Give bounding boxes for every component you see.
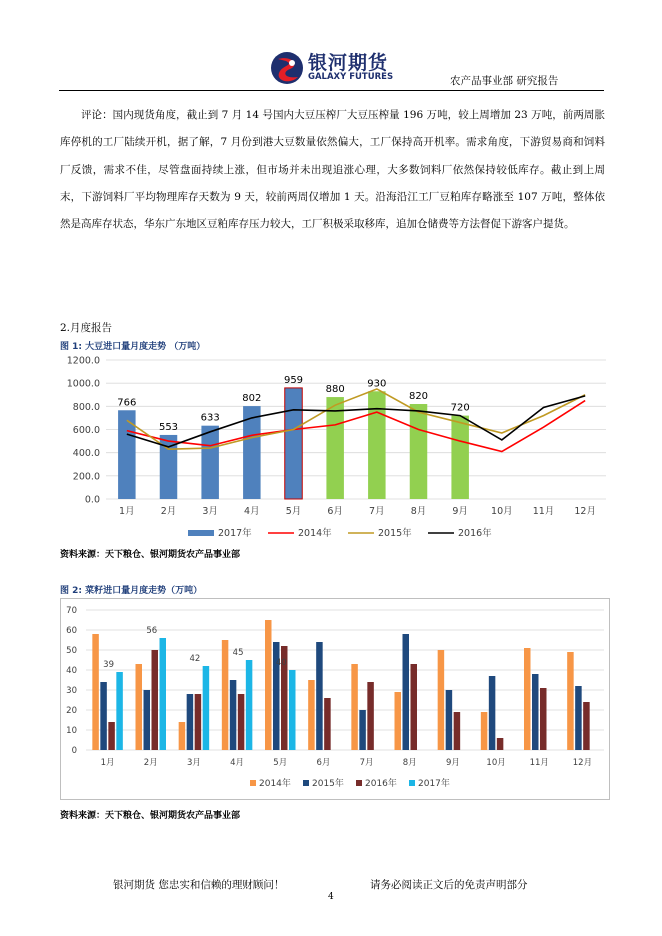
data-label: 45 (232, 648, 244, 658)
bar-2015年 (359, 710, 366, 750)
bar-2014年 (92, 634, 99, 750)
bar-2014年 (351, 664, 358, 750)
bar-2017年 (116, 672, 123, 750)
x-tick-label: 4月 (244, 506, 260, 517)
section-title: 2.月度报告 (60, 322, 113, 334)
x-tick-label: 2月 (160, 506, 177, 517)
bar-2016年 (540, 688, 547, 750)
y-tick-label: 200.0 (72, 471, 100, 483)
bar-2014年 (179, 722, 186, 750)
bar-2016年 (108, 722, 115, 750)
figure1-source: 资料来源：天下粮仓、银河期货农产品事业部 (60, 550, 241, 560)
x-tick-label: 5月 (285, 506, 302, 517)
legend-label: 2015年 (378, 528, 412, 539)
figure2-source: 资料来源：天下粮仓、银河期货农产品事业部 (60, 811, 241, 821)
legend-swatch (409, 780, 415, 786)
data-label: 959 (283, 374, 304, 386)
x-tick-label: 6月 (316, 758, 331, 768)
bar-2015年 (144, 690, 151, 750)
data-label: 56 (146, 626, 158, 636)
y-tick-label: 70 (66, 606, 77, 616)
department-label: 农产品事业部 研究报告 (450, 75, 559, 87)
bar-2015年 (187, 694, 194, 750)
page-number: 4 (328, 892, 334, 902)
bar-2017年 (246, 660, 253, 750)
x-tick-label: 6月 (327, 506, 343, 517)
y-tick-label: 20 (66, 706, 77, 716)
bar-2017 (285, 388, 303, 499)
bar-2017年 (160, 638, 167, 750)
brand-name-cn: 银河期货 (308, 52, 389, 74)
x-tick-label: 3月 (186, 758, 201, 768)
x-tick-label: 10月 (486, 758, 506, 768)
legend-label: 2014年 (259, 779, 291, 789)
legend-swatch (303, 780, 309, 786)
data-label: 766 (117, 397, 137, 409)
bar-2017 (201, 426, 219, 499)
bar-2015年 (532, 674, 539, 750)
bar-2016年 (411, 664, 418, 750)
bar-2016年 (367, 682, 374, 750)
bar-2015年 (446, 690, 453, 750)
x-tick-label: 11月 (532, 506, 555, 517)
commentary-paragraph: 评论：国内现货角度，截止到 7 月 14 号国内大豆压榨厂大豆压榨量 196 万吨，较上周增加 23 万吨，前两周胀库停机的工厂陆续开机，据了解，7 月份到港大豆数量依然偏大，工厂保持高开机率。需求角度，下游贸易商和饲料厂反馈，需求不佳，尽管盘面持续上涨，但市场并未出现追涨心理，大多数饲料厂依然保持较低库存。截止到上周末，下游饲料厂平均物理库存天数为 9 天，较前两周仅增加 1 天。沿海沿江工厂豆粕库存略涨至 107 万吨，整体依然是高库存状态，华东广东地区豆粕库存压力较大，工厂积极采取移库，追加仓储费等方法督促下游客户提货。 (60, 109, 605, 231)
x-tick-label: 3月 (202, 506, 218, 517)
header-divider (59, 90, 604, 91)
bar-2014年 (438, 650, 445, 750)
bar-2016年 (583, 702, 590, 750)
bar-2014年 (481, 712, 488, 750)
y-tick-label: 40 (66, 666, 77, 676)
bar-2017年 (289, 670, 296, 750)
x-tick-label: 8月 (410, 506, 427, 517)
bar-2014年 (136, 664, 143, 750)
bar-2016年 (195, 694, 202, 750)
legend-label: 2017年 (418, 779, 450, 789)
bar-2017 (410, 404, 428, 499)
x-tick-label: 8月 (402, 758, 417, 768)
brand-name-en: GALAXY FUTURES (308, 72, 394, 82)
y-tick-label: 60 (66, 626, 77, 636)
bar-2014年 (395, 692, 402, 750)
legend-swatch (250, 780, 256, 786)
data-label: 39 (103, 660, 114, 670)
y-tick-label: 0.0 (84, 494, 100, 506)
bar-2015年 (575, 686, 582, 750)
figure1-title: 图 1: 大豆进口量月度走势 （万吨） (60, 342, 206, 352)
footer-disclaimer: 请务必阅读正文后的免责声明部分 (370, 879, 528, 891)
x-tick-label: 1月 (100, 758, 115, 768)
data-label: 633 (200, 412, 220, 424)
data-label: 802 (242, 393, 262, 405)
series-line-2014年 (127, 401, 585, 452)
y-tick-label: 1000.0 (66, 378, 100, 390)
bar-2016年 (238, 694, 245, 750)
bar-2016年 (497, 738, 504, 750)
legend-swatch (356, 780, 362, 786)
x-tick-label: 1月 (119, 506, 135, 517)
bar-2014年 (567, 652, 574, 750)
y-tick-label: 50 (66, 646, 77, 656)
bar-2016年 (454, 712, 461, 750)
legend-label: 2016年 (458, 528, 492, 539)
series-line-2016年 (127, 396, 585, 447)
soybean-import-chart (60, 352, 615, 542)
bar-2014年 (265, 620, 272, 750)
y-tick-label: 0 (71, 746, 77, 756)
galaxy-logo-icon (268, 49, 308, 87)
x-tick-label: 11月 (529, 758, 549, 768)
bar-2017 (326, 397, 344, 499)
y-tick-label: 30 (66, 686, 77, 696)
bar-2015年 (230, 680, 237, 750)
figure2-title: 图 2: 菜籽进口量月度走势（万吨） (60, 586, 203, 596)
rapeseed-import-chart (60, 598, 610, 800)
legend-label: 2016年 (365, 779, 397, 789)
data-label: 880 (325, 384, 345, 396)
legend-label: 2017年 (218, 528, 252, 539)
x-tick-label: 4月 (230, 758, 245, 768)
x-tick-label: 9月 (445, 758, 460, 768)
legend-label: 2014年 (298, 528, 332, 539)
bar-2016年 (152, 650, 159, 750)
data-label: 720 (450, 402, 470, 414)
bar-2014年 (222, 640, 229, 750)
bar-2015年 (403, 634, 410, 750)
footer-slogan: 银河期货 您忠实和信赖的理财顾问！ (113, 879, 285, 891)
y-tick-label: 800.0 (72, 401, 100, 413)
bar-2017 (451, 416, 469, 499)
x-tick-label: 12月 (572, 758, 593, 768)
y-tick-label: 600.0 (72, 425, 100, 436)
x-tick-label: 7月 (369, 506, 385, 517)
legend-swatch (188, 530, 214, 536)
bar-2015年 (316, 642, 323, 750)
data-label: 930 (367, 378, 387, 390)
data-label: 553 (158, 421, 179, 433)
bar-2014年 (524, 648, 531, 750)
x-tick-label: 2月 (143, 758, 158, 768)
bar-2017 (368, 391, 386, 499)
x-tick-label: 9月 (452, 506, 468, 517)
data-label: 820 (408, 391, 429, 403)
x-tick-label: 7月 (359, 758, 374, 768)
bar-2014年 (308, 680, 315, 750)
data-label: 40 (275, 658, 287, 668)
y-tick-label: 400.0 (72, 448, 100, 460)
bar-2017年 (203, 666, 210, 750)
bar-2015年 (489, 676, 496, 750)
y-tick-label: 10 (66, 726, 77, 736)
legend-label: 2015年 (312, 779, 344, 789)
bar-2016年 (324, 698, 331, 750)
bar-2015年 (100, 682, 107, 750)
x-tick-label: 12月 (574, 506, 596, 517)
x-tick-label: 5月 (273, 758, 288, 768)
y-tick-label: 1200.0 (66, 355, 100, 367)
data-label: 42 (189, 654, 201, 664)
x-tick-label: 10月 (491, 506, 513, 517)
